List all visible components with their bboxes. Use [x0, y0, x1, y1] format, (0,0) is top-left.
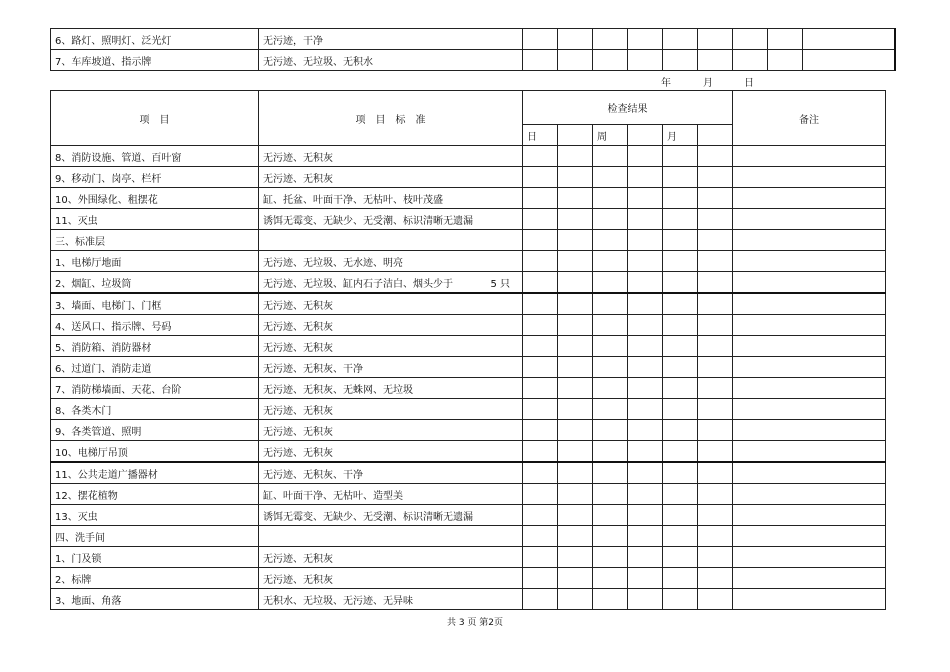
- check-cell[interactable]: [733, 50, 768, 71]
- check-cell[interactable]: [523, 315, 558, 336]
- table-row: [51, 357, 886, 378]
- check-cell[interactable]: [663, 336, 698, 357]
- check-cell[interactable]: [698, 251, 733, 272]
- table-row: [51, 526, 886, 547]
- check-cell[interactable]: [593, 568, 628, 589]
- standard-cell: [259, 188, 523, 209]
- table-row: [51, 209, 886, 230]
- standard-cell: [259, 293, 523, 315]
- table-row: [51, 399, 886, 420]
- check-cell[interactable]: [593, 484, 628, 505]
- remark-cell[interactable]: [733, 526, 886, 547]
- check-cell[interactable]: [698, 188, 733, 209]
- table-row: [51, 568, 886, 589]
- check-cell[interactable]: [523, 462, 558, 484]
- check-cell[interactable]: [523, 188, 558, 209]
- standard-cell: [259, 272, 523, 294]
- header-result-label: 检查结果: [607, 104, 648, 115]
- standard-cell: [259, 441, 523, 463]
- check-cell[interactable]: [558, 251, 593, 272]
- check-cell[interactable]: [558, 209, 593, 230]
- standard-cell: [259, 526, 523, 547]
- check-cell[interactable]: [593, 462, 628, 484]
- standard-cell: [259, 568, 523, 589]
- item-cell: 四、洗手间: [51, 526, 259, 547]
- header-standard: [259, 91, 523, 146]
- check-cell[interactable]: [628, 526, 663, 547]
- remark-cell[interactable]: [803, 50, 896, 71]
- standard-cell: [259, 230, 523, 251]
- check-cell[interactable]: [663, 188, 698, 209]
- standard-text: 缸、托盆、叶面干净、无枯叶、枝叶茂盛: [263, 194, 443, 206]
- check-cell[interactable]: [558, 357, 593, 378]
- table-row: [51, 230, 886, 251]
- standard-text: 无污迹、无积灰: [263, 321, 333, 333]
- check-cell[interactable]: [663, 167, 698, 188]
- header-item: [51, 91, 259, 146]
- remark-cell[interactable]: [733, 399, 886, 420]
- check-cell[interactable]: [523, 251, 558, 272]
- table-row: [51, 378, 886, 399]
- table-row: [51, 441, 886, 463]
- check-cell[interactable]: [558, 230, 593, 251]
- table-row: [51, 188, 886, 209]
- check-cell[interactable]: [628, 336, 663, 357]
- check-cell[interactable]: [628, 420, 663, 441]
- check-cell[interactable]: [698, 50, 733, 71]
- check-cell[interactable]: [663, 251, 698, 272]
- check-cell[interactable]: [558, 50, 593, 71]
- item-cell: 7、消防梯墙面、天花、台阶: [51, 378, 259, 399]
- check-cell[interactable]: [628, 484, 663, 505]
- check-cell[interactable]: [558, 526, 593, 547]
- remark-cell[interactable]: [733, 589, 886, 610]
- table-row: [51, 146, 886, 167]
- check-cell[interactable]: [663, 209, 698, 230]
- check-cell[interactable]: [628, 167, 663, 188]
- standard-text: 无污迹、无积灰: [263, 426, 333, 438]
- check-cell[interactable]: [628, 50, 663, 71]
- check-cell[interactable]: [593, 589, 628, 610]
- standard-cell: [259, 484, 523, 505]
- remark-cell[interactable]: [733, 230, 886, 251]
- check-cell[interactable]: [523, 293, 558, 315]
- table-row: [51, 251, 886, 272]
- item-cell: 11、公共走道广播器材: [51, 462, 259, 484]
- page-footer: 共 3 页 第2页: [446, 618, 504, 628]
- remark-cell[interactable]: [733, 420, 886, 441]
- check-cell[interactable]: [698, 505, 733, 526]
- remark-cell[interactable]: [733, 357, 886, 378]
- check-cell[interactable]: [523, 230, 558, 251]
- check-cell[interactable]: [663, 50, 698, 71]
- check-cell[interactable]: [733, 29, 768, 50]
- check-cell[interactable]: [698, 568, 733, 589]
- check-cell[interactable]: [558, 420, 593, 441]
- check-cell[interactable]: [558, 589, 593, 610]
- check-cell[interactable]: [698, 462, 733, 484]
- check-cell[interactable]: [593, 50, 628, 71]
- check-cell[interactable]: [628, 568, 663, 589]
- check-cell[interactable]: [558, 188, 593, 209]
- check-cell[interactable]: [628, 230, 663, 251]
- check-cell[interactable]: [698, 526, 733, 547]
- standard-cell: [259, 378, 523, 399]
- standard-cell: [259, 50, 523, 71]
- check-cell[interactable]: [523, 568, 558, 589]
- check-cell[interactable]: [558, 29, 593, 50]
- item-cell: 1、门及锁: [51, 547, 259, 568]
- header-standard-label: 项 目 标 准: [355, 114, 426, 126]
- check-cell[interactable]: [628, 146, 663, 167]
- check-cell[interactable]: [523, 209, 558, 230]
- table-row: [51, 167, 886, 188]
- check-cell[interactable]: [593, 188, 628, 209]
- check-cell[interactable]: [593, 526, 628, 547]
- check-cell[interactable]: [593, 357, 628, 378]
- remark-cell[interactable]: [733, 251, 886, 272]
- standard-text: 无污迹、无积灰: [263, 173, 333, 185]
- check-cell[interactable]: [523, 50, 558, 71]
- item-cell: 5、消防箱、消防器材: [51, 336, 259, 357]
- check-cell[interactable]: [698, 420, 733, 441]
- check-cell[interactable]: [558, 293, 593, 315]
- check-cell[interactable]: [593, 315, 628, 336]
- item-cell: 8、各类木门: [51, 399, 259, 420]
- check-cell[interactable]: [523, 167, 558, 188]
- check-cell[interactable]: [698, 29, 733, 50]
- check-cell[interactable]: [698, 146, 733, 167]
- check-cell[interactable]: [523, 399, 558, 420]
- standard-text: 无污迹、无垃圾、缸内石子洁白、烟头少于: [263, 278, 453, 290]
- table-row: [51, 547, 886, 568]
- check-cell[interactable]: [593, 378, 628, 399]
- check-cell[interactable]: [593, 336, 628, 357]
- item-cell: 三、标准层: [51, 230, 259, 251]
- standard-text: 无污迹、无积灰、无蛛网、无垃圾: [263, 384, 413, 396]
- continuation-table: [50, 28, 896, 71]
- remark-cell[interactable]: [733, 462, 886, 484]
- check-cell[interactable]: [768, 50, 803, 71]
- check-cell[interactable]: [558, 547, 593, 568]
- item-cell: 10、外围绿化、租摆花: [51, 188, 259, 209]
- check-cell[interactable]: [593, 29, 628, 50]
- check-cell[interactable]: [768, 29, 803, 50]
- standard-cell: [259, 357, 523, 378]
- check-cell[interactable]: [523, 589, 558, 610]
- check-cell[interactable]: [698, 167, 733, 188]
- check-cell[interactable]: [628, 293, 663, 315]
- check-cell[interactable]: [523, 272, 558, 294]
- check-cell[interactable]: [523, 505, 558, 526]
- standard-text: 无污迹、无垃圾、无水迹、明亮: [263, 257, 403, 269]
- standard-text: 无污迹，干净: [263, 35, 323, 47]
- remark-cell[interactable]: [733, 315, 886, 336]
- standard-text: 缸、叶面干净、无枯叶、造型美: [263, 490, 403, 502]
- table-row: [51, 589, 886, 610]
- standard-cell: [259, 29, 523, 50]
- check-cell[interactable]: [523, 357, 558, 378]
- check-cell[interactable]: [593, 146, 628, 167]
- date-year-label: 年: [661, 78, 671, 89]
- remark-cell[interactable]: [733, 336, 886, 357]
- header-day: 日: [523, 125, 558, 146]
- check-cell[interactable]: [593, 209, 628, 230]
- standard-text: 无污迹、无积灰、干净: [263, 363, 363, 375]
- item-cell: 8、消防设施、管道、百叶窗: [51, 146, 259, 167]
- check-cell[interactable]: [558, 336, 593, 357]
- inspection-table: [50, 90, 886, 610]
- item-cell: 4、送风口、指示牌、号码: [51, 315, 259, 336]
- check-cell[interactable]: [663, 547, 698, 568]
- header-week: 周: [593, 125, 628, 146]
- item-cell: 12、摆花植物: [51, 484, 259, 505]
- check-cell[interactable]: [523, 441, 558, 463]
- standard-cell: [259, 505, 523, 526]
- check-cell[interactable]: [698, 230, 733, 251]
- check-cell[interactable]: [628, 505, 663, 526]
- table-row: [51, 29, 896, 50]
- standard-extra: 5 只: [490, 278, 510, 290]
- check-cell[interactable]: [628, 209, 663, 230]
- check-cell[interactable]: [663, 357, 698, 378]
- check-cell[interactable]: [558, 484, 593, 505]
- check-cell[interactable]: [558, 146, 593, 167]
- check-cell[interactable]: [593, 399, 628, 420]
- check-cell[interactable]: [698, 272, 733, 294]
- standard-text: 无污迹、无积灰: [263, 553, 333, 565]
- header-week-check: [628, 125, 663, 146]
- check-cell[interactable]: [628, 251, 663, 272]
- standard-cell: [259, 315, 523, 336]
- check-cell[interactable]: [593, 441, 628, 463]
- check-cell[interactable]: [558, 315, 593, 336]
- header-result: [523, 91, 733, 125]
- remark-cell[interactable]: [803, 29, 896, 50]
- check-cell[interactable]: [628, 29, 663, 50]
- check-cell[interactable]: [698, 378, 733, 399]
- check-cell[interactable]: [663, 399, 698, 420]
- remark-cell[interactable]: [733, 547, 886, 568]
- check-cell[interactable]: [593, 272, 628, 294]
- standard-cell: [259, 336, 523, 357]
- check-cell[interactable]: [628, 441, 663, 463]
- standard-text: 诱饵无霉变、无缺少、无受潮、标识清晰无遗漏: [263, 215, 473, 227]
- standard-text: 无污迹、无积灰: [263, 342, 333, 354]
- check-cell[interactable]: [558, 462, 593, 484]
- check-cell[interactable]: [663, 484, 698, 505]
- check-cell[interactable]: [628, 272, 663, 294]
- check-cell[interactable]: [663, 441, 698, 463]
- item-cell: 2、烟缸、垃圾筒: [51, 272, 259, 294]
- check-cell[interactable]: [593, 167, 628, 188]
- check-cell[interactable]: [593, 251, 628, 272]
- table-row: [51, 315, 886, 336]
- check-cell[interactable]: [663, 29, 698, 50]
- remark-cell[interactable]: [733, 167, 886, 188]
- standard-cell: [259, 167, 523, 188]
- standard-cell: [259, 420, 523, 441]
- item-cell: 9、各类管道、照明: [51, 420, 259, 441]
- item-cell: 6、路灯、照明灯、泛光灯: [51, 29, 259, 50]
- item-cell: 10、电梯厅吊顶: [51, 441, 259, 463]
- check-cell[interactable]: [698, 484, 733, 505]
- check-cell[interactable]: [628, 399, 663, 420]
- remark-cell[interactable]: [733, 146, 886, 167]
- check-cell[interactable]: [558, 441, 593, 463]
- check-cell[interactable]: [628, 188, 663, 209]
- check-cell[interactable]: [663, 589, 698, 610]
- date-month-label: 月: [703, 78, 713, 89]
- table-row: [51, 50, 896, 71]
- check-cell[interactable]: [663, 526, 698, 547]
- table-row: [51, 272, 886, 294]
- standard-text: 无污迹、无积灰: [263, 447, 333, 459]
- header-remark: [733, 91, 886, 146]
- check-cell[interactable]: [663, 315, 698, 336]
- table-row: [51, 420, 886, 441]
- standard-cell: [259, 251, 523, 272]
- table-row: [51, 462, 886, 484]
- check-cell[interactable]: [523, 146, 558, 167]
- check-cell[interactable]: [593, 547, 628, 568]
- check-cell[interactable]: [663, 378, 698, 399]
- check-cell[interactable]: [628, 547, 663, 568]
- item-cell: 3、墙面、电梯门、门框: [51, 293, 259, 315]
- check-cell[interactable]: [628, 315, 663, 336]
- remark-cell[interactable]: [733, 568, 886, 589]
- check-cell[interactable]: [698, 209, 733, 230]
- table-row: [51, 505, 886, 526]
- check-cell[interactable]: [698, 589, 733, 610]
- check-cell[interactable]: [593, 230, 628, 251]
- standard-cell: [259, 589, 523, 610]
- table-row: [51, 293, 886, 315]
- check-cell[interactable]: [593, 293, 628, 315]
- date-day-label: 日: [744, 78, 754, 89]
- standard-cell: [259, 209, 523, 230]
- item-cell: 3、地面、角落: [51, 589, 259, 610]
- check-cell[interactable]: [663, 462, 698, 484]
- standard-text: 无污迹、无积灰: [263, 300, 333, 312]
- item-cell: 1、电梯厅地面: [51, 251, 259, 272]
- standard-cell: [259, 547, 523, 568]
- check-cell[interactable]: [558, 167, 593, 188]
- check-cell[interactable]: [523, 526, 558, 547]
- remark-cell[interactable]: [733, 441, 886, 463]
- remark-cell[interactable]: [733, 484, 886, 505]
- standard-text: 无污迹、无积灰: [263, 405, 333, 417]
- table-row: [51, 336, 886, 357]
- header-month-check: [698, 125, 733, 146]
- item-cell: 11、灭虫: [51, 209, 259, 230]
- check-cell[interactable]: [663, 420, 698, 441]
- remark-cell[interactable]: [733, 188, 886, 209]
- header-item-label: 项 目: [139, 114, 170, 126]
- check-cell[interactable]: [698, 315, 733, 336]
- check-cell[interactable]: [663, 293, 698, 315]
- standard-cell: [259, 146, 523, 167]
- check-cell[interactable]: [698, 336, 733, 357]
- standard-text: 无污迹、无积灰: [263, 574, 333, 586]
- check-cell[interactable]: [593, 420, 628, 441]
- check-cell[interactable]: [628, 589, 663, 610]
- standard-text: 无污迹、无积灰、干净: [263, 469, 363, 481]
- item-cell: 13、灭虫: [51, 505, 259, 526]
- check-cell[interactable]: [523, 29, 558, 50]
- check-cell[interactable]: [663, 230, 698, 251]
- standard-text: 无污迹、无积灰: [263, 152, 333, 164]
- check-cell[interactable]: [523, 336, 558, 357]
- check-cell[interactable]: [628, 462, 663, 484]
- check-cell[interactable]: [523, 378, 558, 399]
- standard-text: 诱饵无霉变、无缺少、无受潮、标识清晰无遗漏: [263, 511, 473, 523]
- check-cell[interactable]: [558, 378, 593, 399]
- remark-cell[interactable]: [733, 293, 886, 315]
- header-month: 月: [663, 125, 698, 146]
- item-cell: 7、车库坡道、指示牌: [51, 50, 259, 71]
- standard-cell: [259, 462, 523, 484]
- check-cell[interactable]: [523, 420, 558, 441]
- check-cell[interactable]: [698, 547, 733, 568]
- check-cell[interactable]: [558, 505, 593, 526]
- check-cell[interactable]: [698, 441, 733, 463]
- check-cell[interactable]: [628, 357, 663, 378]
- check-cell[interactable]: [558, 568, 593, 589]
- item-cell: 9、移动门、岗亭、栏杆: [51, 167, 259, 188]
- standard-cell: [259, 399, 523, 420]
- remark-cell[interactable]: [733, 505, 886, 526]
- check-cell[interactable]: [628, 378, 663, 399]
- standard-text: 无污迹、无垃圾、无积水: [263, 56, 373, 68]
- header-remark-label: 备注: [799, 114, 820, 126]
- check-cell[interactable]: [663, 272, 698, 294]
- check-cell[interactable]: [523, 547, 558, 568]
- check-cell[interactable]: [523, 484, 558, 505]
- check-cell[interactable]: [558, 399, 593, 420]
- check-cell[interactable]: [663, 146, 698, 167]
- remark-cell[interactable]: [733, 272, 886, 294]
- check-cell[interactable]: [558, 272, 593, 294]
- check-cell[interactable]: [593, 505, 628, 526]
- remark-cell[interactable]: [733, 378, 886, 399]
- table-row: [51, 484, 886, 505]
- item-cell: 2、标牌: [51, 568, 259, 589]
- check-cell[interactable]: [698, 399, 733, 420]
- check-cell[interactable]: [663, 505, 698, 526]
- item-cell: 6、过道门、消防走道: [51, 357, 259, 378]
- standard-text: 无积水、无垃圾、无污迹、无异味: [263, 595, 413, 607]
- check-cell[interactable]: [698, 357, 733, 378]
- check-cell[interactable]: [698, 293, 733, 315]
- check-cell[interactable]: [663, 568, 698, 589]
- header-day-check: [558, 125, 593, 146]
- remark-cell[interactable]: [733, 209, 886, 230]
